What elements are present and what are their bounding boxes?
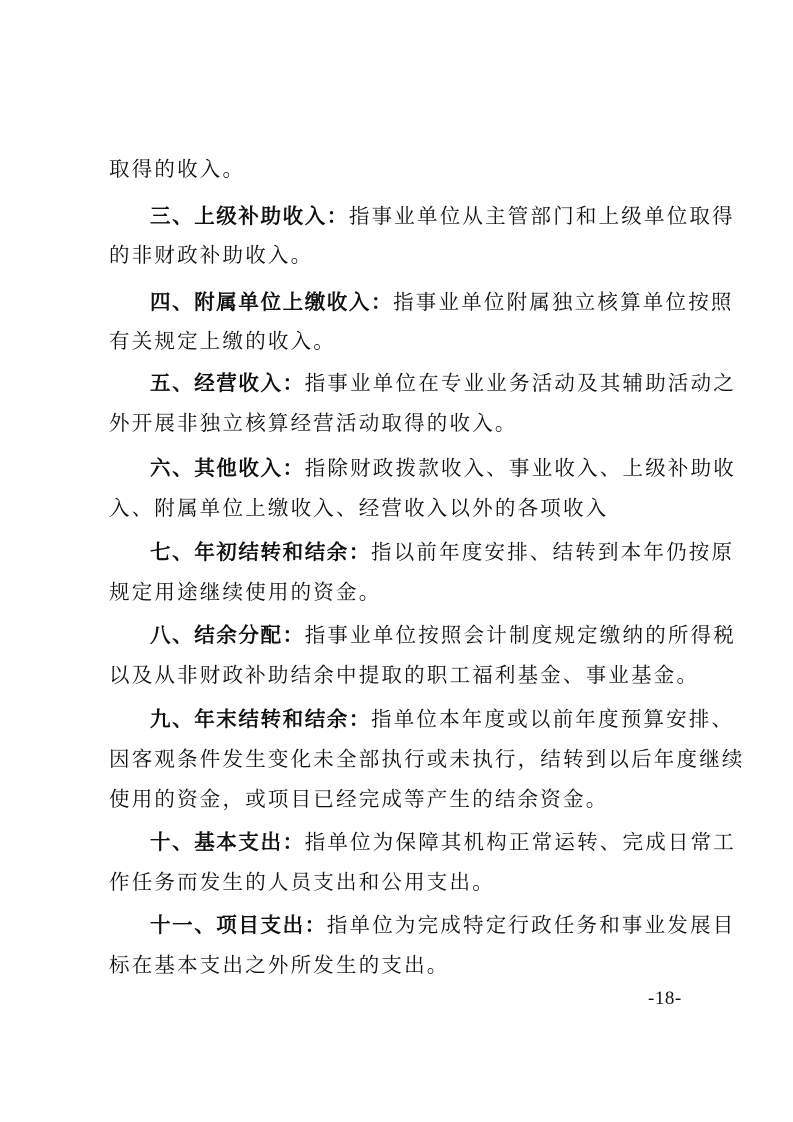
paragraph-line	[150, 537, 735, 567]
paragraph-line	[109, 577, 691, 607]
paragraph-line	[109, 154, 691, 184]
term-heading: 十、基本支出：	[150, 830, 305, 854]
line-text: 以及从非财政补助结余中提取的职工福利基金、事业基金。	[109, 663, 700, 687]
line-text: 使用的资金，或项目已经完成等产生的结余资金。	[109, 787, 609, 811]
line-text: 指事业单位从主管部门和上级单位取得	[348, 204, 735, 228]
line-text: 指事业单位在专业业务活动及其辅助活动之	[304, 371, 737, 395]
term-heading: 九、年末结转和结余：	[150, 707, 371, 731]
line-text: 作任务而发生的人员支出和公用支出。	[109, 870, 495, 894]
line-text: 指单位为保障其机构正常运转、完成日常工	[304, 830, 737, 854]
line-text: 指事业单位附属独立核算单位按照	[393, 290, 734, 314]
term-heading: 六、其他收入：	[150, 456, 305, 480]
paragraph-line	[109, 950, 691, 980]
line-text: 取得的收入。	[109, 157, 246, 181]
paragraph-line	[150, 827, 737, 857]
line-text: 指事业单位按照会计制度规定缴纳的所得税	[304, 623, 737, 647]
paragraph-line	[150, 453, 737, 483]
line-text: 指单位为完成特定行政任务和事业发展目	[326, 913, 736, 937]
paragraph-line	[109, 784, 691, 814]
line-text: 因客观条件发生变化未全部执行或未执行，结转到以后年度继续	[109, 747, 745, 771]
page-number: -18-	[648, 988, 682, 1009]
paragraph-line	[109, 493, 691, 523]
paragraph-line	[150, 620, 737, 650]
term-heading: 八、结余分配：	[150, 623, 305, 647]
line-text: 指以前年度安排、结转到本年仍按原	[371, 540, 735, 564]
line-text: 外开展非独立核算经营活动取得的收入。	[109, 411, 518, 435]
line-text: 规定用途继续使用的资金。	[109, 580, 382, 604]
paragraph-line	[109, 408, 691, 438]
line-text: 指单位本年度或以前年度预算安排、	[371, 707, 735, 731]
paragraph-line	[150, 910, 736, 940]
paragraph-line	[150, 368, 737, 398]
paragraph-line	[109, 660, 700, 690]
term-heading: 四、附属单位上缴收入：	[150, 290, 394, 314]
paragraph-line	[109, 744, 745, 774]
paragraph-line	[109, 867, 691, 897]
paragraph-line	[150, 704, 735, 734]
term-heading: 七、年初结转和结余：	[150, 540, 371, 564]
line-text: 有关规定上缴的收入。	[109, 329, 336, 353]
term-heading: 三、上级补助收入：	[150, 204, 349, 228]
paragraph-line	[150, 287, 734, 317]
line-text: 入、附属单位上缴收入、经营收入以外的各项收入	[109, 496, 609, 520]
paragraph-line	[109, 240, 691, 270]
line-text: 标在基本支出之外所发生的支出。	[109, 953, 450, 977]
paragraph-line	[150, 201, 735, 231]
paragraph-line	[109, 326, 691, 356]
term-heading: 十一、项目支出：	[150, 913, 327, 937]
term-heading: 五、经营收入：	[150, 371, 305, 395]
line-text: 的非财政补助收入。	[109, 243, 314, 267]
line-text: 指除财政拨款收入、事业收入、上级补助收	[304, 456, 737, 480]
